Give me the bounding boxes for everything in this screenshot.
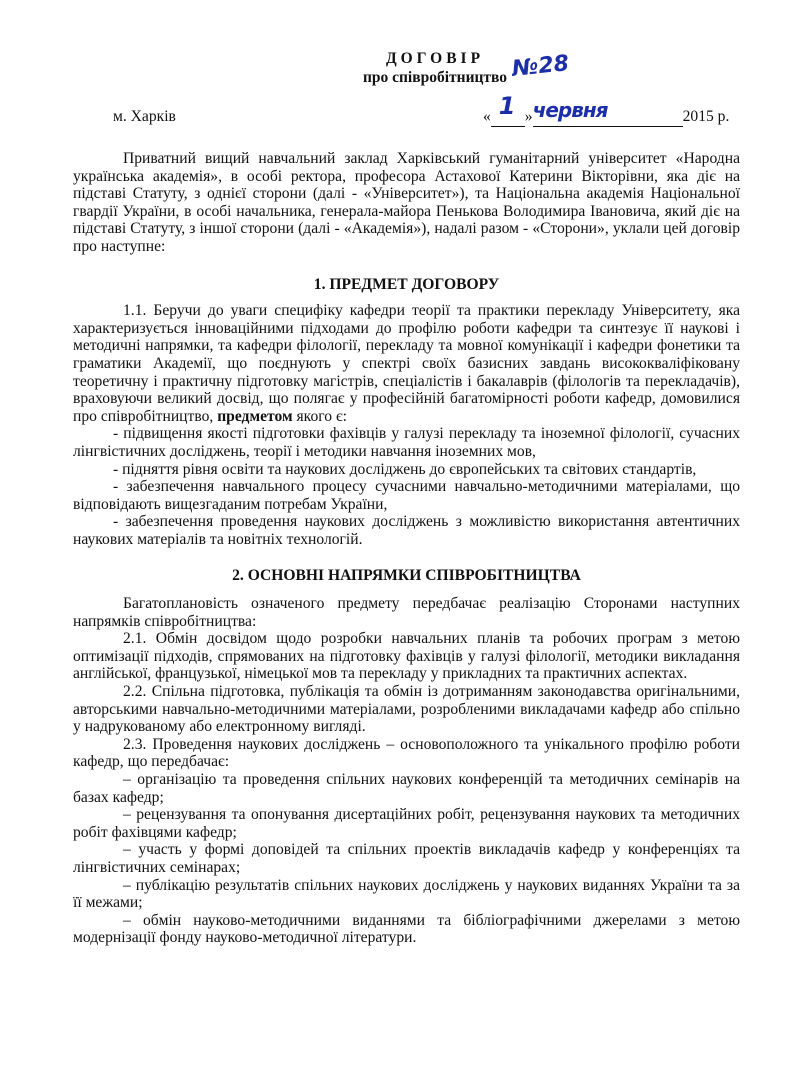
subject-item: - підняття рівня освіти та наукових досліджень до європейських та світових стандартів, [113,460,697,478]
research-item: – організацію та проведення спільних наукових конференцій та методичних семінарів на базах кафедр; [73,771,740,806]
research-item: – обмін науково-методичними виданнями та бібліографічними джерелами з метою модернізації фонду науково-методичної літератури. [73,911,740,947]
research-item: – участь у формі доповідей та спільних проектів викладачів кафедр у конференціях та лінгвістичних семінарах; [73,841,740,876]
date-close-quote: » [524,108,533,125]
clause-1-1-tail: якого є: [296,407,347,425]
contract-body [73,150,740,947]
handwritten-day: 1 [498,92,516,120]
clause-2-1: 2.1. Обмін досвідом щодо розробки навчальних планів та робочих програм з метою оптимізації підходів, спрямованих на підготовку фахівців у галузі філології, методики викладання англійської, французької, німецької мов та перекладу у прикладних та практичних аспектах. [73,630,740,683]
subject-item: - забезпечення проведення наукових досліджень з можливістю використання автентичних наукових матеріалів та новітніх технологій. [73,513,740,548]
clause-1-1-bold: предметом [217,407,293,425]
date-month-blank [532,98,683,127]
section-2-heading: 2. ОСНОВНІ НАПРЯМКИ СПІВРОБІТНИЦТВА [232,567,581,585]
intro-paragraph: Приватний вищий навчальний заклад Харківський гуманітарний університет «Народна українська академія», в особі ректора, професора Астахової Катерини Вікторівни, яка діє на підставі Статуту, з однієї сторони (далі - «Університет»), та Національна академія Національної гвардії України, в особі начальника, генерала-майора Пенькова Володимира Івановича, який діє на підставі Статуту, з іншої сторони (далі - «Академія»), надалі разом - «Сторони», уклали цей договір про наступне: [73,150,740,255]
subject-item: - підвищення якості підготовки фахівців у галузі перекладу та іноземної філології, сучасних лінгвістичних досліджень, теорії і методики навчання іноземних мов, [73,425,740,460]
document-subtitle: про співробітництво [362,69,508,86]
clause-2-3: 2.3. Проведення наукових досліджень – основоположного та унікального профілю роботи кафедр, що передбачає: [73,735,740,771]
handwritten-doc-number: №28 [510,51,571,82]
clause-1-1 [73,302,740,425]
date-open-quote: « [483,108,491,125]
handwritten-month: червня [532,98,608,122]
subject-item: - забезпечення навчального процесу сучасними навчально-методичними матеріалами, що відповідають вищезгаданим потребам України, [73,478,740,513]
document-title: ДОГОВІР [385,50,485,67]
section-1-heading: 1. ПРЕДМЕТ ДОГОВОРУ [313,275,500,293]
section-2-intro: Багатоплановість означеного предмету передбачає реалізацію Сторонами наступних напрямків співробітництва: [73,595,740,630]
date-year: 2015 р. [682,108,730,125]
research-item: – рецензування та опонування дисертаційних робіт, рецензування наукових та методичних робіт фахівцями кафедр; [73,806,740,841]
date-day-blank [491,92,525,127]
clause-1-1-text: 1.1. Беручи до уваги специфіку кафедри теорії та практики перекладу Університету, яка характеризується інноваційними підходами до профілю роботи кафедри та синтезує її наукові і методичні напрямки, та кафедри філології, перекладу та мовної комунікації і кафедри фонетики та граматики Академії, що поєднують у спектрі своїх базисних завдань висококваліфіковану теоретичну і практичну підготовку магістрів, спеціалістів і бакалаврів (філологів та перекладачів), враховуючи великий досвід, що полягає у професійній багатомірності роботи кафедр, домовилися про співробітництво, [73,302,740,425]
contract-date [483,92,743,127]
city-line: м. Харків [113,108,176,125]
research-item: – публікацію результатів спільних наукових досліджень у наукових виданнях України та за її межами; [73,876,740,912]
clause-2-2: 2.2. Спільна підготовка, публікація та обмін із дотриманням законодавства оригінальними, авторськими навчально-методичними матеріалами, розробленими викладачами кафедр або спільно у надрукованому або електронному вигляді. [73,683,740,736]
